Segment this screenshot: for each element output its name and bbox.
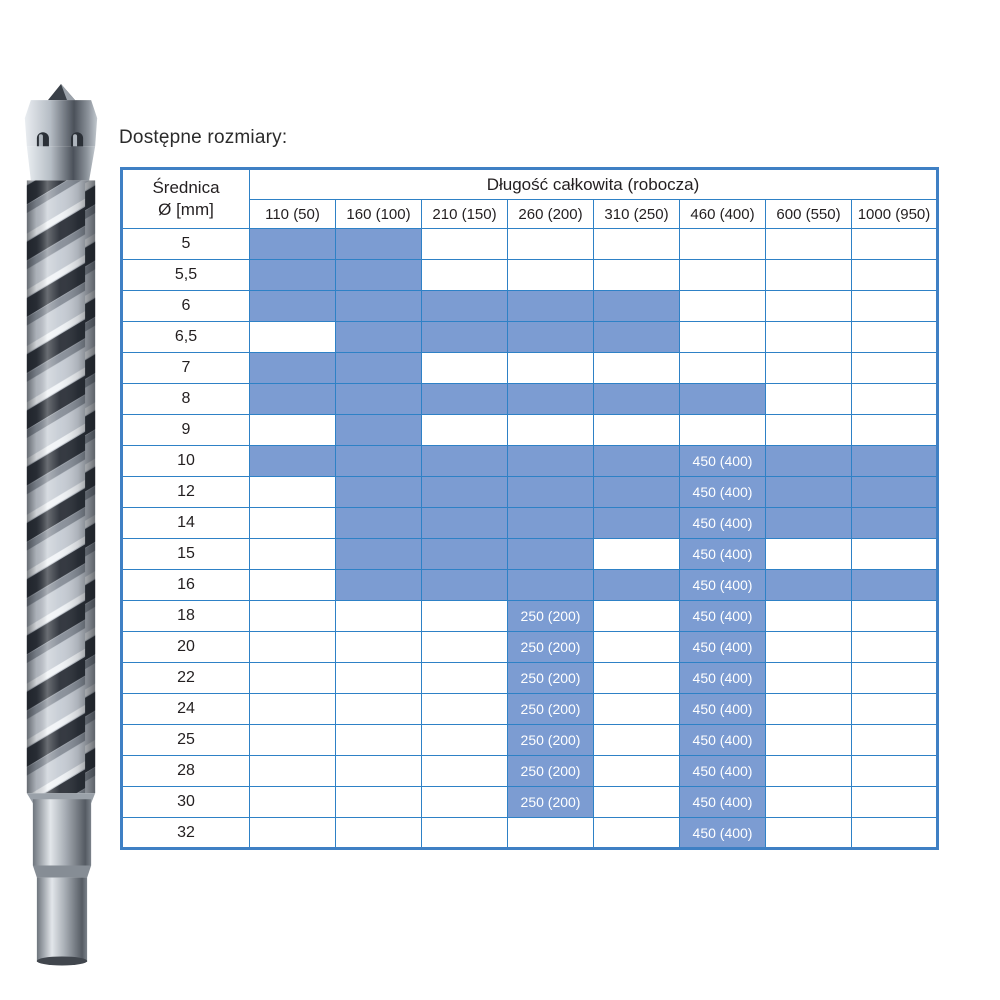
- empty-cell: [852, 322, 938, 353]
- diameter-cell: 20: [122, 632, 250, 663]
- column-header: 110 (50): [250, 200, 336, 229]
- empty-cell: [422, 632, 508, 663]
- empty-cell: [422, 229, 508, 260]
- drill-bit-illustration: [16, 84, 108, 968]
- available-cell: 450 (400): [680, 787, 766, 818]
- available-cell: 450 (400): [680, 446, 766, 477]
- empty-cell: [766, 601, 852, 632]
- available-cell: 450 (400): [680, 539, 766, 570]
- empty-cell: [250, 725, 336, 756]
- empty-cell: [422, 756, 508, 787]
- table-row: [122, 446, 938, 477]
- diameter-cell: 6: [122, 291, 250, 322]
- available-cell: 450 (400): [680, 818, 766, 849]
- diameter-cell: 15: [122, 539, 250, 570]
- empty-cell: [766, 384, 852, 415]
- available-cell: [250, 353, 336, 384]
- available-cell: [594, 477, 680, 508]
- drill-spiral-body: [27, 180, 95, 793]
- diameter-cell: 14: [122, 508, 250, 539]
- available-cell: [594, 446, 680, 477]
- diameter-header: [122, 169, 250, 229]
- empty-cell: [594, 756, 680, 787]
- empty-cell: [594, 725, 680, 756]
- table-row: [122, 415, 938, 446]
- available-cell: 250 (200): [508, 663, 594, 694]
- empty-cell: [336, 694, 422, 725]
- table-row: [122, 353, 938, 384]
- empty-cell: [680, 322, 766, 353]
- empty-cell: [852, 756, 938, 787]
- empty-cell: [250, 508, 336, 539]
- available-cell: 250 (200): [508, 725, 594, 756]
- table-row: [122, 477, 938, 508]
- empty-cell: [422, 415, 508, 446]
- available-cell: [336, 353, 422, 384]
- empty-cell: [594, 601, 680, 632]
- available-cell: [336, 322, 422, 353]
- empty-cell: [508, 415, 594, 446]
- diameter-header-line2: Ø [mm]: [158, 200, 214, 219]
- empty-cell: [422, 663, 508, 694]
- diameter-cell: 6,5: [122, 322, 250, 353]
- diameter-cell: 8: [122, 384, 250, 415]
- diameter-header-line1: Średnica: [152, 177, 220, 197]
- column-header: 260 (200): [508, 200, 594, 229]
- available-cell: [336, 539, 422, 570]
- empty-cell: [852, 601, 938, 632]
- table-row: [122, 632, 938, 663]
- available-cell: [680, 384, 766, 415]
- empty-cell: [766, 353, 852, 384]
- empty-cell: [250, 818, 336, 849]
- empty-cell: [766, 787, 852, 818]
- diameter-cell: 5,5: [122, 260, 250, 291]
- empty-cell: [852, 384, 938, 415]
- empty-cell: [336, 601, 422, 632]
- available-cell: 450 (400): [680, 756, 766, 787]
- empty-cell: [336, 725, 422, 756]
- column-header: 460 (400): [680, 200, 766, 229]
- drill-bit-image: [16, 84, 108, 968]
- empty-cell: [680, 415, 766, 446]
- empty-cell: [680, 291, 766, 322]
- table-row: [122, 291, 938, 322]
- empty-cell: [852, 539, 938, 570]
- table-row: [122, 725, 938, 756]
- length-header: Długość całkowita (robocza): [250, 169, 938, 200]
- empty-cell: [594, 787, 680, 818]
- empty-cell: [766, 291, 852, 322]
- empty-cell: [766, 818, 852, 849]
- diameter-cell: 24: [122, 694, 250, 725]
- diameter-cell: 10: [122, 446, 250, 477]
- empty-cell: [680, 229, 766, 260]
- available-cell: 250 (200): [508, 756, 594, 787]
- drill-head: [25, 100, 97, 146]
- empty-cell: [250, 694, 336, 725]
- drill-shank: [27, 793, 95, 965]
- empty-cell: [766, 694, 852, 725]
- available-cell: [508, 508, 594, 539]
- available-cell: [422, 539, 508, 570]
- available-cell: 450 (400): [680, 477, 766, 508]
- diameter-cell: 32: [122, 818, 250, 849]
- available-cell: [336, 570, 422, 601]
- column-header: 600 (550): [766, 200, 852, 229]
- available-cell: [766, 477, 852, 508]
- empty-cell: [594, 260, 680, 291]
- empty-cell: [852, 260, 938, 291]
- available-cell: [508, 477, 594, 508]
- column-header: 160 (100): [336, 200, 422, 229]
- available-cell: [250, 384, 336, 415]
- empty-cell: [250, 322, 336, 353]
- empty-cell: [422, 694, 508, 725]
- available-cell: 450 (400): [680, 725, 766, 756]
- available-cell: 450 (400): [680, 508, 766, 539]
- table-row: [122, 663, 938, 694]
- available-cell: 250 (200): [508, 787, 594, 818]
- table-row: [122, 539, 938, 570]
- table-row: [122, 818, 938, 849]
- empty-cell: [766, 632, 852, 663]
- available-cell: [766, 446, 852, 477]
- available-cell: [852, 508, 938, 539]
- sizes-table: [120, 167, 939, 850]
- empty-cell: [594, 353, 680, 384]
- table-header: [122, 169, 938, 229]
- available-cell: [336, 291, 422, 322]
- table-row: [122, 601, 938, 632]
- empty-cell: [852, 415, 938, 446]
- diameter-cell: 30: [122, 787, 250, 818]
- available-cell: [422, 477, 508, 508]
- diameter-cell: 5: [122, 229, 250, 260]
- available-cell: [508, 539, 594, 570]
- available-cell: 250 (200): [508, 694, 594, 725]
- empty-cell: [336, 632, 422, 663]
- empty-cell: [852, 353, 938, 384]
- diameter-cell: 16: [122, 570, 250, 601]
- empty-cell: [852, 229, 938, 260]
- empty-cell: [250, 477, 336, 508]
- empty-cell: [680, 353, 766, 384]
- available-cell: [336, 260, 422, 291]
- available-cell: [336, 229, 422, 260]
- empty-cell: [766, 539, 852, 570]
- available-cell: [336, 508, 422, 539]
- available-cell: [336, 477, 422, 508]
- empty-cell: [594, 818, 680, 849]
- table-row: [122, 322, 938, 353]
- table-row: [122, 787, 938, 818]
- empty-cell: [594, 229, 680, 260]
- available-cell: [594, 570, 680, 601]
- empty-cell: [852, 818, 938, 849]
- empty-cell: [594, 632, 680, 663]
- empty-cell: [508, 229, 594, 260]
- column-header: 310 (250): [594, 200, 680, 229]
- empty-cell: [250, 601, 336, 632]
- table-row: [122, 384, 938, 415]
- diameter-cell: 9: [122, 415, 250, 446]
- available-cell: [250, 260, 336, 291]
- empty-cell: [422, 601, 508, 632]
- available-cell: 450 (400): [680, 663, 766, 694]
- available-cell: 450 (400): [680, 632, 766, 663]
- empty-cell: [766, 663, 852, 694]
- table-row: [122, 694, 938, 725]
- empty-cell: [508, 353, 594, 384]
- table-row: [122, 260, 938, 291]
- available-cell: [594, 291, 680, 322]
- empty-cell: [250, 570, 336, 601]
- diameter-cell: 7: [122, 353, 250, 384]
- available-cell: [422, 508, 508, 539]
- available-cell: [508, 570, 594, 601]
- empty-cell: [336, 663, 422, 694]
- diameter-cell: 28: [122, 756, 250, 787]
- available-cell: [852, 446, 938, 477]
- empty-cell: [852, 291, 938, 322]
- available-cell: [336, 415, 422, 446]
- table-row: [122, 570, 938, 601]
- available-cell: [852, 570, 938, 601]
- empty-cell: [852, 725, 938, 756]
- empty-cell: [250, 415, 336, 446]
- table-row: [122, 229, 938, 260]
- available-cell: [766, 570, 852, 601]
- available-cell: [250, 446, 336, 477]
- table-body: [122, 229, 938, 849]
- column-header: 210 (150): [422, 200, 508, 229]
- available-cell: 450 (400): [680, 694, 766, 725]
- available-cell: 450 (400): [680, 601, 766, 632]
- empty-cell: [422, 353, 508, 384]
- empty-cell: [250, 756, 336, 787]
- empty-cell: [852, 663, 938, 694]
- available-cell: 250 (200): [508, 601, 594, 632]
- available-cell: [508, 291, 594, 322]
- available-cell: [250, 291, 336, 322]
- available-cell: [422, 446, 508, 477]
- available-cell: [594, 508, 680, 539]
- empty-cell: [852, 694, 938, 725]
- empty-cell: [508, 818, 594, 849]
- available-cell: [508, 446, 594, 477]
- empty-cell: [422, 725, 508, 756]
- available-cell: [422, 384, 508, 415]
- empty-cell: [594, 663, 680, 694]
- empty-cell: [594, 539, 680, 570]
- empty-cell: [766, 756, 852, 787]
- diameter-cell: 18: [122, 601, 250, 632]
- empty-cell: [422, 787, 508, 818]
- available-cell: [594, 384, 680, 415]
- empty-cell: [766, 725, 852, 756]
- empty-cell: [680, 260, 766, 291]
- available-cell: [852, 477, 938, 508]
- empty-cell: [852, 787, 938, 818]
- diameter-cell: 25: [122, 725, 250, 756]
- available-cell: [508, 322, 594, 353]
- empty-cell: [422, 818, 508, 849]
- available-cell: [336, 446, 422, 477]
- available-cell: 250 (200): [508, 632, 594, 663]
- empty-cell: [422, 260, 508, 291]
- available-cell: [594, 322, 680, 353]
- empty-cell: [766, 260, 852, 291]
- available-cell: [422, 570, 508, 601]
- available-cell: [422, 291, 508, 322]
- empty-cell: [594, 415, 680, 446]
- diameter-cell: 22: [122, 663, 250, 694]
- empty-cell: [250, 787, 336, 818]
- available-cell: [336, 384, 422, 415]
- empty-cell: [250, 539, 336, 570]
- diameter-cell: 12: [122, 477, 250, 508]
- empty-cell: [250, 663, 336, 694]
- available-cell: [766, 508, 852, 539]
- available-cell: [250, 229, 336, 260]
- empty-cell: [336, 756, 422, 787]
- empty-cell: [336, 818, 422, 849]
- empty-cell: [250, 632, 336, 663]
- empty-cell: [852, 632, 938, 663]
- table-row: [122, 756, 938, 787]
- empty-cell: [336, 787, 422, 818]
- available-cell: [422, 322, 508, 353]
- empty-cell: [766, 322, 852, 353]
- empty-cell: [766, 229, 852, 260]
- column-header: 1000 (950): [852, 200, 938, 229]
- available-cell: 450 (400): [680, 570, 766, 601]
- empty-cell: [508, 260, 594, 291]
- table-row: [122, 508, 938, 539]
- empty-cell: [594, 694, 680, 725]
- available-cell: [508, 384, 594, 415]
- page-title: Dostępne rozmiary:: [119, 127, 288, 148]
- empty-cell: [766, 415, 852, 446]
